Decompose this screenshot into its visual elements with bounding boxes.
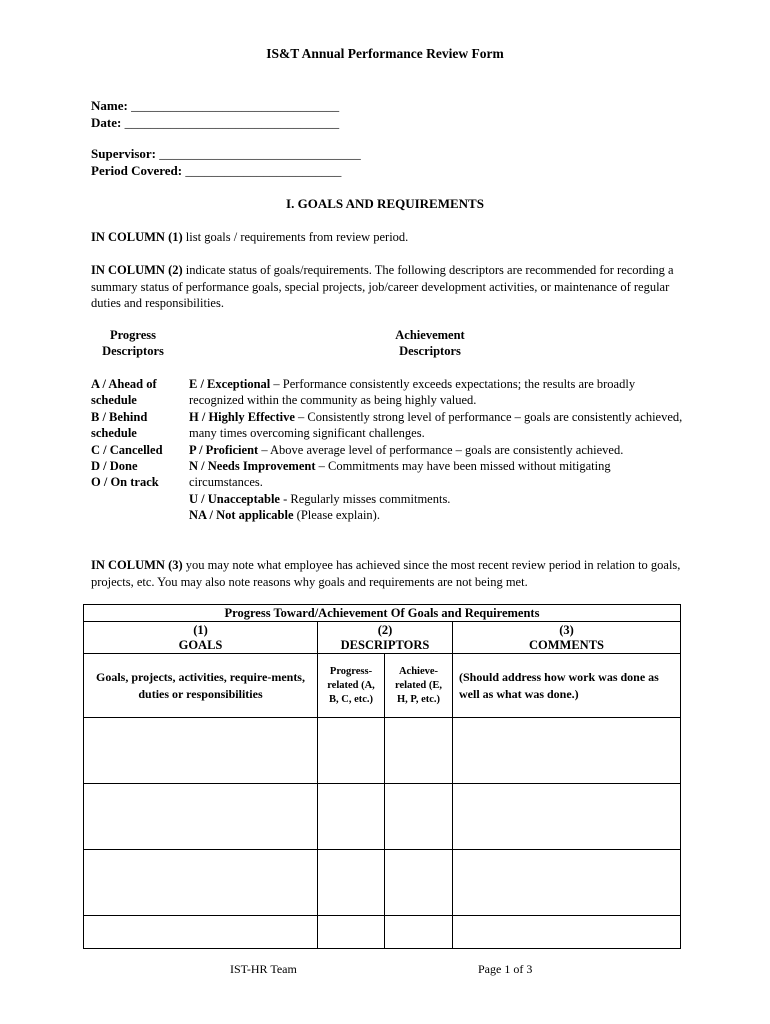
date-label: Date: <box>91 115 122 130</box>
name-label: Name: <box>91 98 128 113</box>
column2-text: indicate status of goals/requirements. The following descriptors are recommended for recording a summary status of performance goals, special projects, job/career development activities, or maintenance of regular duties and responsibilities. <box>91 263 674 310</box>
achievement-term: U / Unacceptable <box>189 491 280 506</box>
table-row <box>84 916 681 949</box>
progress-item: schedule <box>91 393 137 408</box>
period-field[interactable] <box>91 163 341 179</box>
comment-entry-cell[interactable] <box>453 850 681 916</box>
achievement-entry-cell[interactable] <box>385 784 453 850</box>
period-label: Period Covered: <box>91 163 183 178</box>
column3-lead: IN COLUMN (3) <box>91 558 183 572</box>
comments-description: (Should address how work was done as well as what was done.) <box>453 654 681 718</box>
achievement-definition: – Performance consistently exceeds expectations; the results are broadly recognized within the community as being highly valued. <box>189 377 636 408</box>
descriptors-column-header <box>318 622 453 654</box>
progress-entry-cell[interactable] <box>318 784 385 850</box>
achievement-term: NA / Not applicable <box>189 508 294 523</box>
progress-entry-cell[interactable] <box>318 916 385 949</box>
page-title: IS&T Annual Performance Review Form <box>266 46 504 61</box>
achievement-descriptors-heading <box>330 327 530 359</box>
name-line[interactable]: ________________________________ <box>131 98 340 113</box>
column1-lead: IN COLUMN (1) <box>91 230 183 244</box>
progress-descriptors-heading <box>91 327 175 359</box>
goal-entry-cell[interactable] <box>84 784 318 850</box>
achievement-definition: (Please explain). <box>293 508 380 523</box>
achievement-entry-cell[interactable] <box>385 850 453 916</box>
section-heading: I. GOALS AND REQUIREMENTS <box>286 196 484 211</box>
descriptors-column-title: DESCRIPTORS <box>340 637 430 652</box>
footer-page-number: Page 1 of 3 <box>478 962 533 976</box>
progress-item: O / On track <box>91 475 159 490</box>
column1-instruction <box>91 229 681 246</box>
achievement-item <box>189 442 684 458</box>
achievement-entry-cell[interactable] <box>385 916 453 949</box>
progress-related-subheader: Progress-related (A, B, C, etc.) <box>318 654 385 718</box>
descriptors-column-number: (2) <box>377 622 393 637</box>
progress-descriptor-list <box>91 376 186 491</box>
goal-entry-cell[interactable] <box>84 718 318 784</box>
achievement-term: H / Highly Effective <box>189 409 295 424</box>
goals-table <box>83 604 681 949</box>
achievement-item <box>189 507 684 523</box>
achievement-heading-line1: Achievement <box>395 328 465 342</box>
column2-lead: IN COLUMN (2) <box>91 263 183 277</box>
progress-item: B / Behind <box>91 409 148 424</box>
achievement-definition: - Regularly misses commitments. <box>279 491 451 506</box>
goals-column-number: (1) <box>193 622 208 637</box>
progress-entry-cell[interactable] <box>318 850 385 916</box>
goal-entry-cell[interactable] <box>84 916 318 949</box>
table-row <box>84 850 681 916</box>
progress-item: C / Cancelled <box>91 442 163 457</box>
comment-entry-cell[interactable] <box>453 916 681 949</box>
column1-text: list goals / requirements from review period. <box>182 230 409 244</box>
column2-instruction <box>91 262 681 312</box>
table-row <box>84 784 681 850</box>
achievement-heading-line2: Descriptors <box>399 344 461 358</box>
achievement-item <box>189 409 684 442</box>
achievement-term: N / Needs Improvement <box>189 459 316 474</box>
progress-item: schedule <box>91 426 137 441</box>
achievement-item <box>189 458 684 491</box>
column3-text: you may note what employee has achieved since the most recent review period in relation to goals, projects, etc. You may also note reasons why goals and requirements are not being met. <box>91 558 681 589</box>
supervisor-label: Supervisor: <box>91 146 156 161</box>
goals-column-header <box>84 622 318 654</box>
supervisor-field[interactable] <box>91 146 361 162</box>
comments-column-header <box>453 622 681 654</box>
achieve-related-subheader: Achieve-related (E, H, P, etc.) <box>385 654 453 718</box>
progress-heading-line2: Descriptors <box>102 344 164 358</box>
achievement-item <box>189 376 684 409</box>
date-line[interactable]: _________________________________ <box>124 115 340 130</box>
goal-entry-cell[interactable] <box>84 850 318 916</box>
achievement-definition: – Commitments may have been missed without mitigating circumstances. <box>189 459 611 490</box>
table-caption: Progress Toward/Achievement Of Goals and Requirements <box>84 605 681 622</box>
comment-entry-cell[interactable] <box>453 784 681 850</box>
progress-item: A / Ahead of <box>91 377 157 391</box>
comment-entry-cell[interactable] <box>453 718 681 784</box>
footer-left: IST-HR Team <box>230 962 297 976</box>
name-field[interactable] <box>91 98 339 114</box>
achievement-entry-cell[interactable] <box>385 718 453 784</box>
achievement-item <box>189 491 684 507</box>
achievement-definition: – Above average level of performance – goals are consistently achieved. <box>258 442 624 457</box>
achievement-term: P / Proficient <box>189 442 259 457</box>
supervisor-line[interactable]: _______________________________ <box>159 146 361 161</box>
table-row <box>84 718 681 784</box>
period-line[interactable]: ________________________ <box>185 163 342 178</box>
goals-description: Goals, projects, activities, require-ments, duties or responsibilities <box>84 654 318 718</box>
achievement-term: E / Exceptional <box>189 377 271 391</box>
achievement-descriptor-list <box>189 376 684 524</box>
goals-column-title: GOALS <box>178 637 223 652</box>
date-field[interactable] <box>91 115 339 131</box>
comments-column-number: (3) <box>559 622 574 637</box>
comments-column-title: COMMENTS <box>529 637 604 652</box>
progress-entry-cell[interactable] <box>318 718 385 784</box>
progress-item: D / Done <box>91 459 138 474</box>
column3-instruction <box>91 557 681 590</box>
achievement-definition: – Consistently strong level of performance – goals are consistently achieved, many times overcoming significant challenges. <box>189 409 683 441</box>
progress-heading-line1: Progress <box>109 328 157 342</box>
